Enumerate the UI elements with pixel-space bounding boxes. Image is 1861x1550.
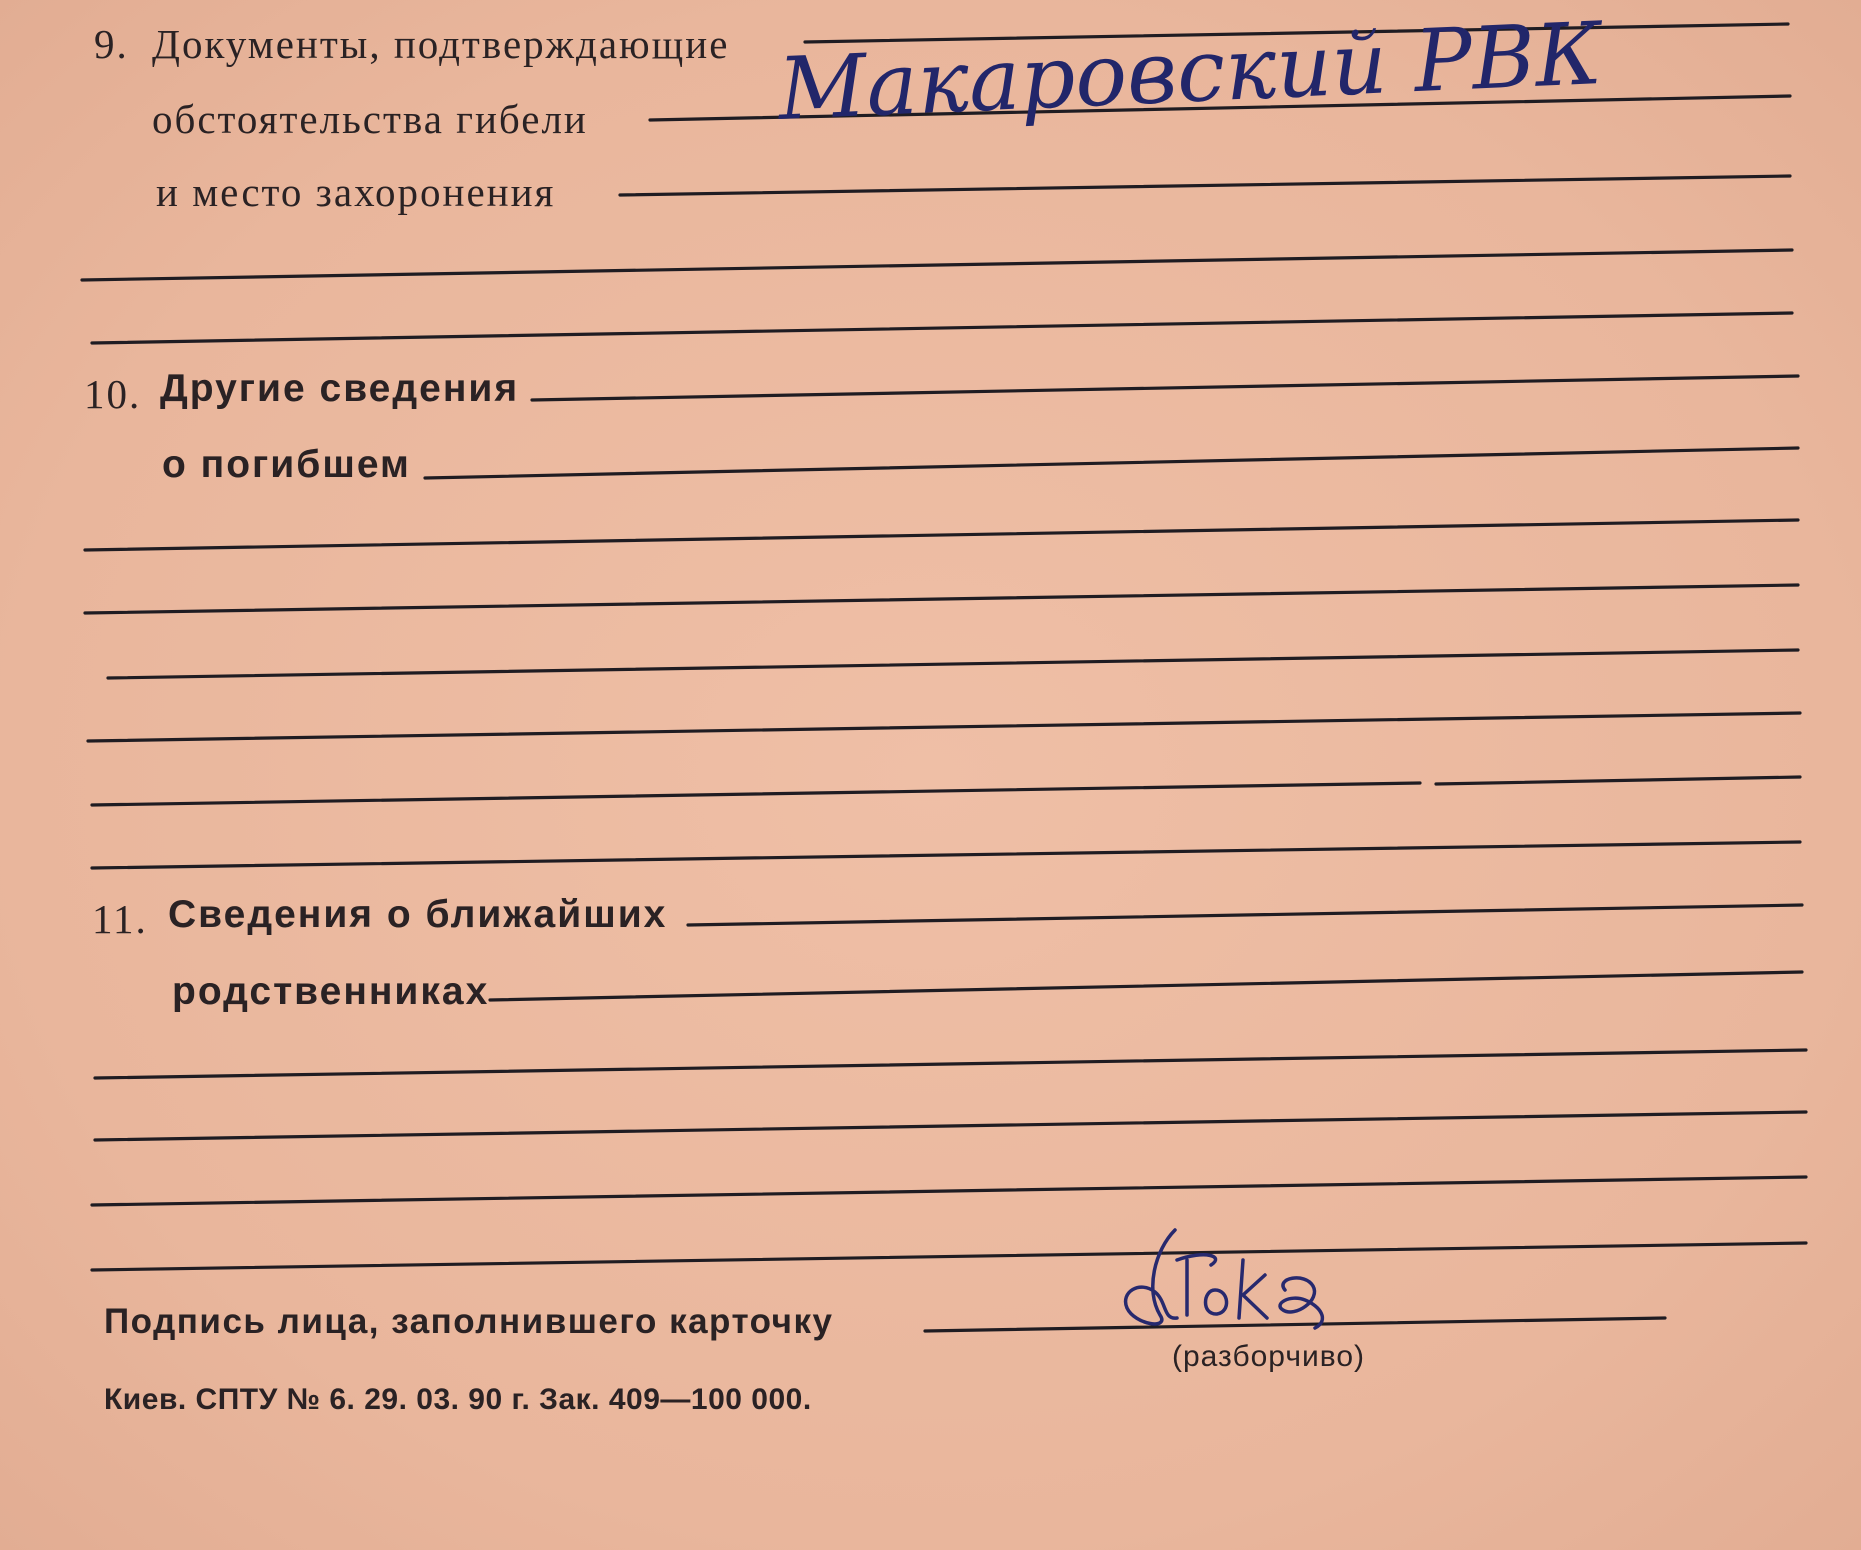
section-11-number: 11. [92, 896, 148, 942]
rule-10-5 [108, 650, 1798, 678]
rule-11-6 [92, 1243, 1806, 1270]
rule-11-4 [95, 1112, 1806, 1140]
rule-11-5 [92, 1177, 1806, 1205]
signature-hint: (разборчиво) [1172, 1340, 1365, 1373]
rule-10-4 [85, 585, 1798, 613]
signature-label: Подпись лица, заполнившего карточку [104, 1302, 834, 1341]
rule-11-1 [688, 905, 1802, 925]
section-11-label-line1: Сведения о ближайших [168, 893, 668, 936]
section-10-label-line1: Другие сведения [160, 367, 520, 410]
rule-9-4 [82, 250, 1792, 280]
section-9-handwritten-entry: Макаровский РВК [776, 4, 1604, 140]
section-10-number: 10. [84, 371, 142, 417]
rule-10-8 [92, 842, 1800, 868]
section-11-label-line2: родственниках [172, 970, 490, 1013]
rule-9-3 [620, 176, 1790, 195]
rule-9-5 [92, 313, 1792, 343]
rule-10-3 [85, 520, 1798, 550]
rule-11-2 [490, 972, 1802, 1000]
section-9-number: 9. [94, 21, 129, 67]
section-10-label-line2: о погибшем [162, 443, 411, 486]
rule-10-2 [425, 448, 1798, 478]
rule-10-6 [88, 713, 1800, 741]
rule-10-7 [92, 783, 1420, 805]
rule-11-3 [95, 1050, 1806, 1078]
section-9-label-line2: обстоятельства гибели [152, 96, 588, 142]
section-9-label-line1: Документы, подтверждающие [152, 21, 730, 67]
handwritten-signature [1115, 1220, 1345, 1340]
rule-10-1 [532, 376, 1798, 400]
rule-10-7b [1436, 777, 1800, 784]
printer-imprint: Киев. СПТУ № 6. 29. 03. 90 г. Зак. 409—100 000. [104, 1383, 812, 1416]
section-9-label-line3: и место захоронения [156, 169, 556, 215]
